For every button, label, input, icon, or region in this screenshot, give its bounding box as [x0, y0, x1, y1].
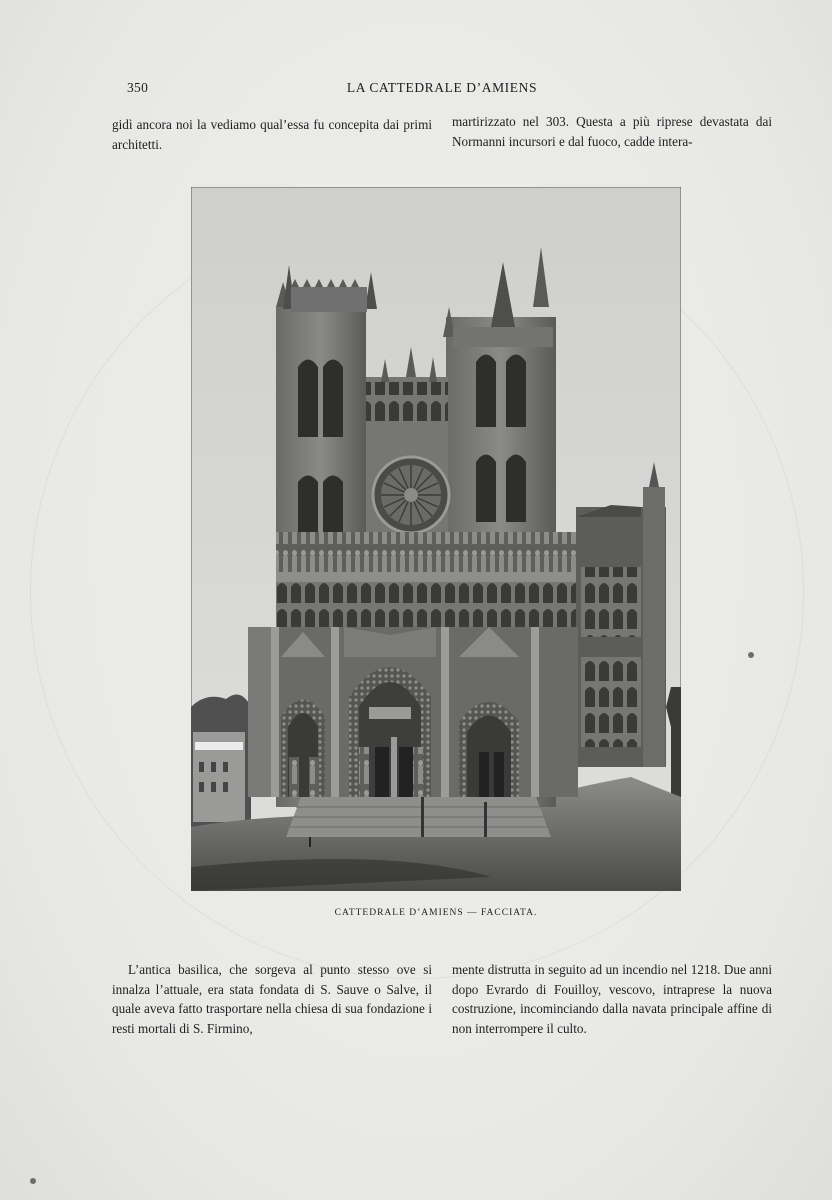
paragraph-continuation: gidì ancora noi la vediamo qual’essa fu concepita dai primi architetti. — [112, 117, 432, 152]
cathedral-facade-photograph — [191, 187, 681, 891]
text-column-top-left — [112, 115, 432, 154]
running-title: LA CATTEDRALE D’AMIENS — [346, 80, 538, 95]
page-header — [112, 80, 772, 100]
ink-speck — [748, 652, 754, 658]
text-column-top-right — [452, 112, 772, 151]
text-column-bottom-right — [452, 960, 772, 1038]
paragraph-continuation: martirizzato nel 303. Questa a più riprese devastata dai Normanni incursori e dal fuoco, cadde intera- — [452, 114, 772, 149]
paragraph: L’antica basilica, che sorgeva al punto stesso ove si innalza l’attuale, era stata fondata di S. Sauve o Salve, il quale aveva fatto trasportare nella chiesa di sua fondazione i resti mortali di S. Firmino, — [112, 962, 432, 1036]
page-number: 350 — [127, 80, 149, 95]
text-column-bottom-left — [112, 960, 432, 1038]
ink-speck — [30, 1178, 36, 1184]
paragraph-continuation: mente distrutta in seguito ad un incendio nel 1218. Due anni dopo Evrardo di Fouilloy, vescovo, intraprese la nuova costruzione, incominciando dalla navata principale affine di non interrompere il culto. — [452, 962, 772, 1036]
figure-caption: CATTEDRALE D’AMIENS — FACCIATA. — [334, 908, 538, 918]
